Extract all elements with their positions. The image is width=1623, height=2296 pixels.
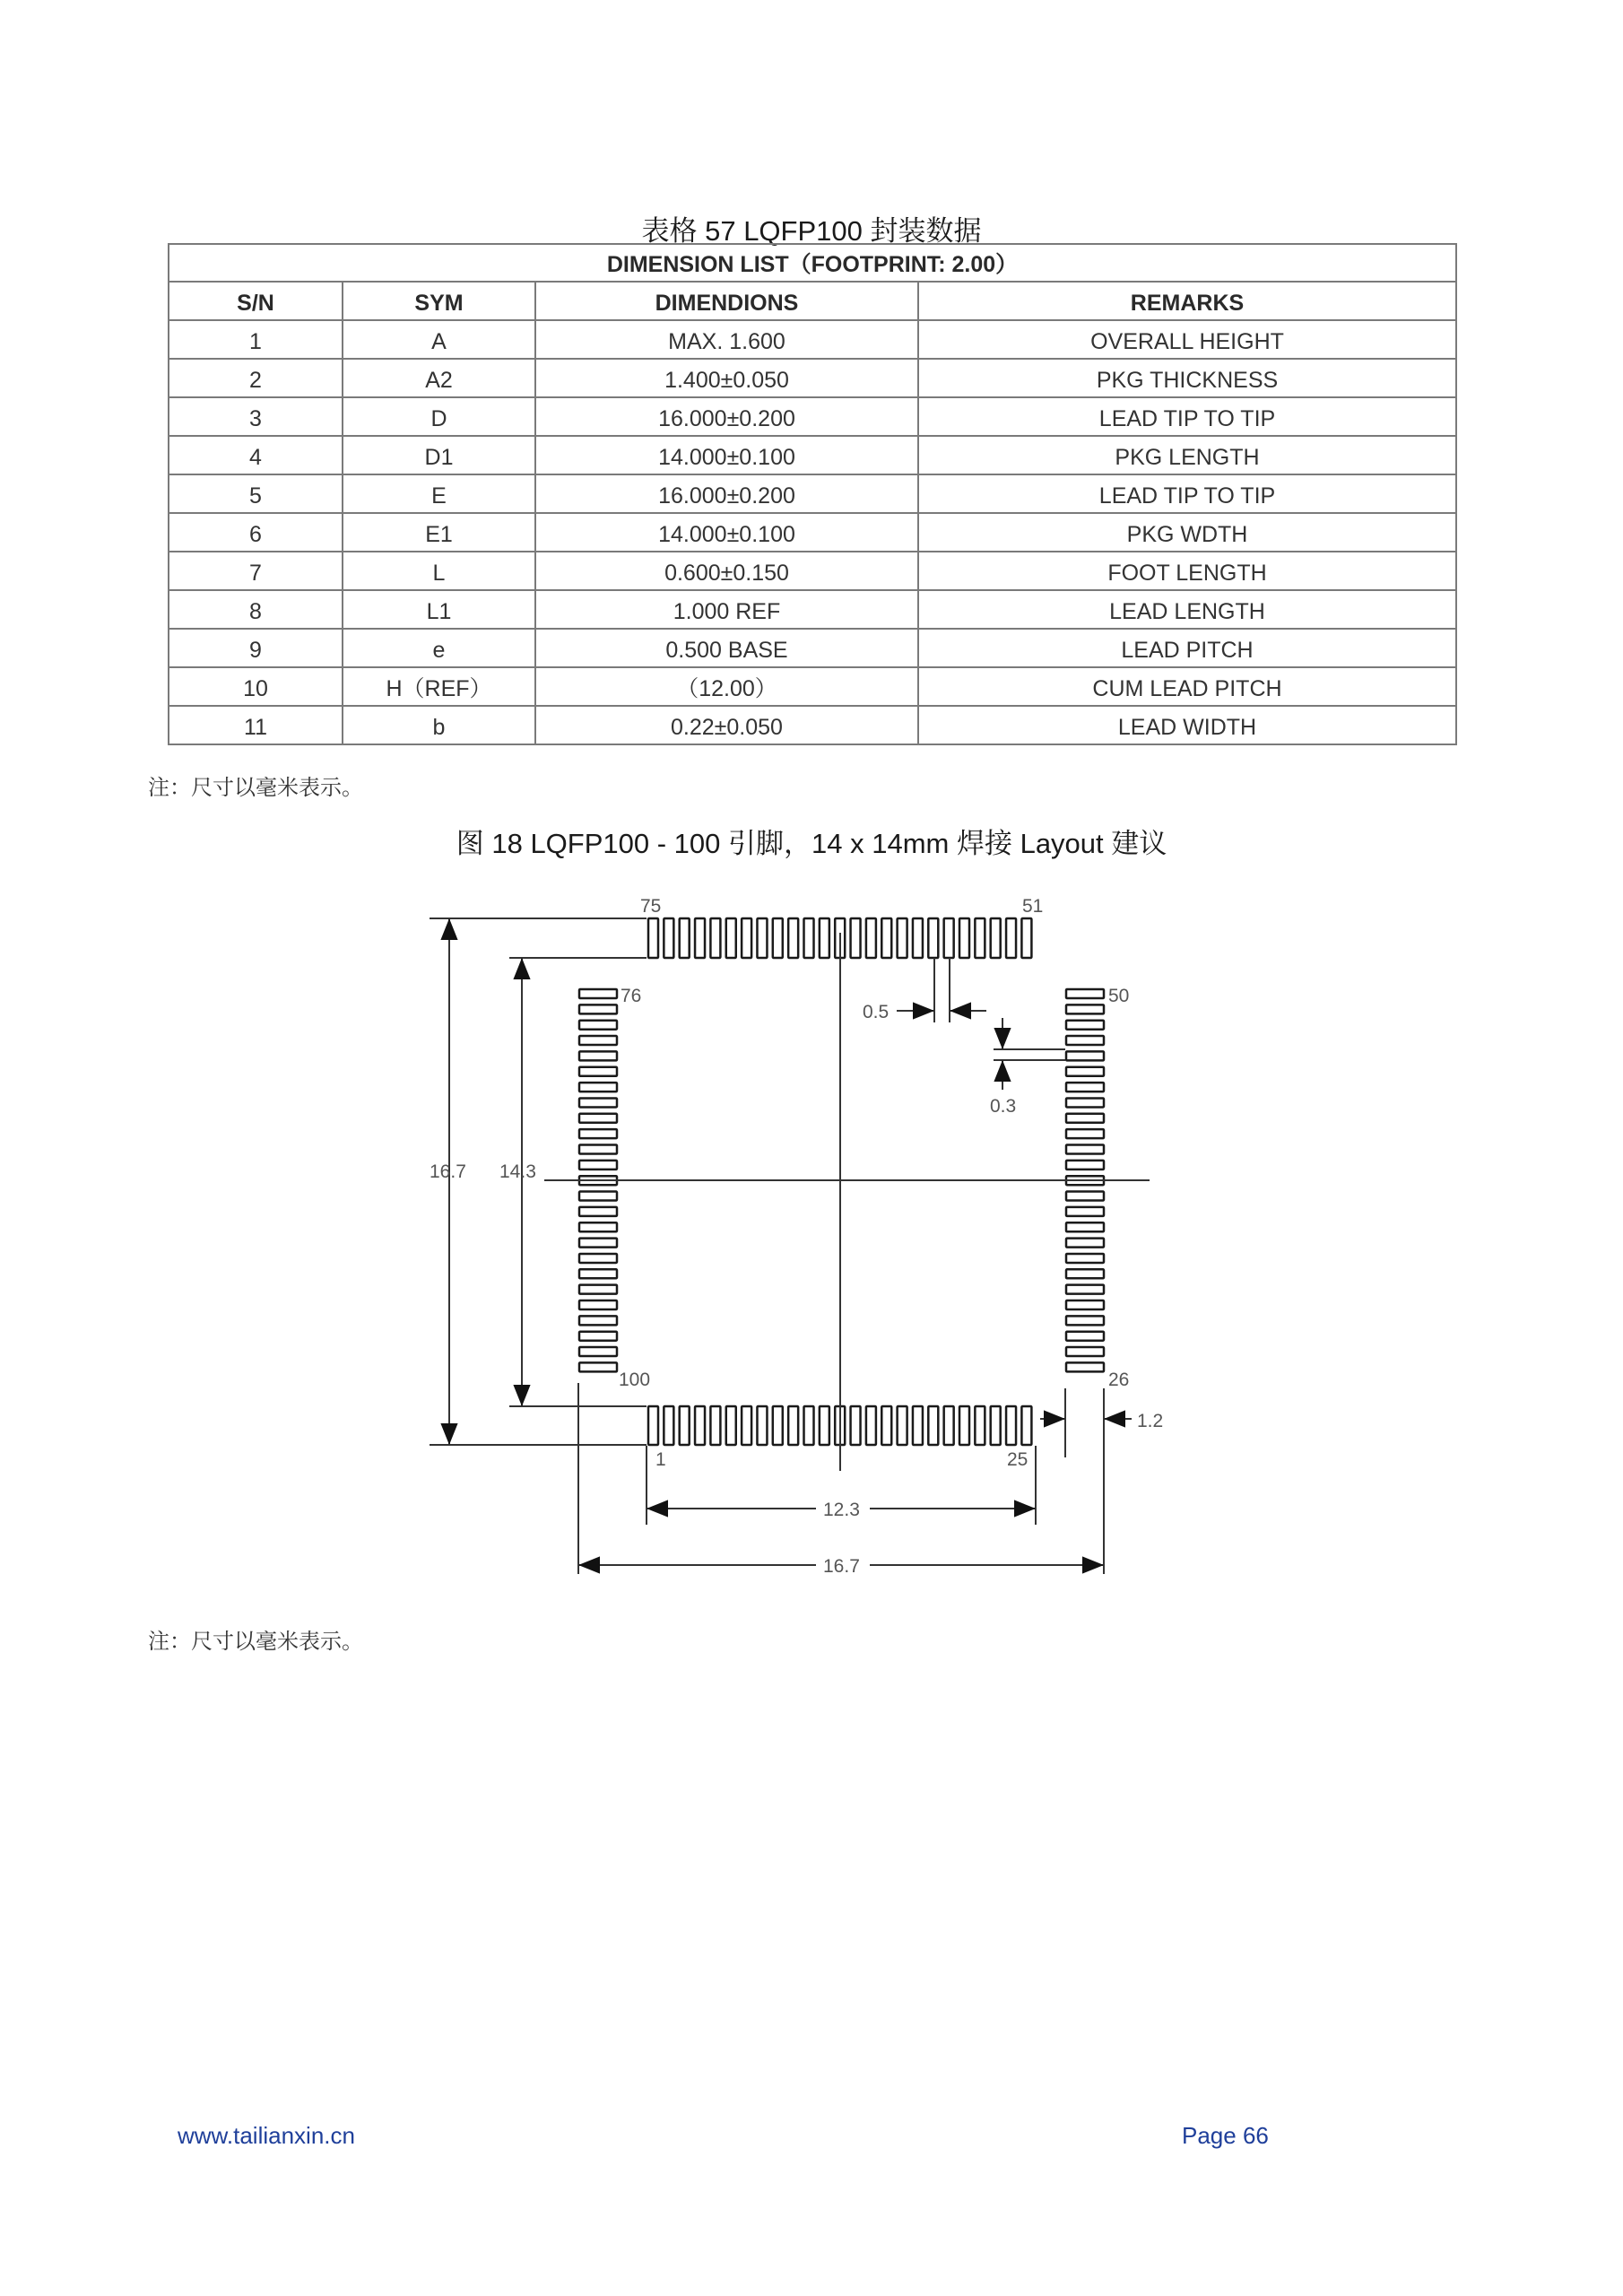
pad-top — [648, 918, 658, 958]
pad-top — [773, 918, 783, 958]
pad-bottom — [804, 1406, 814, 1445]
pad-bottom — [757, 1406, 767, 1445]
outer-width-label: 16.7 — [823, 1556, 860, 1577]
pad-bottom — [664, 1406, 673, 1445]
pad-top — [788, 918, 798, 958]
construction-lines — [430, 918, 1150, 1574]
pad-left — [579, 1098, 617, 1107]
pad-bottom — [898, 1406, 907, 1445]
pad-left — [579, 1051, 617, 1060]
table-cell: A — [343, 320, 535, 359]
table-cell: PKG WDTH — [918, 513, 1456, 552]
table-cell: LEAD LENGTH — [918, 590, 1456, 629]
pad-left — [579, 1332, 617, 1341]
pad-right — [1066, 1192, 1104, 1201]
pad-top — [991, 918, 1001, 958]
table-cell: 5 — [169, 474, 343, 513]
pad-right — [1066, 1114, 1104, 1123]
pad-right — [1066, 1051, 1104, 1060]
pad-bottom — [726, 1406, 736, 1445]
pad-top — [680, 918, 690, 958]
pad-left — [579, 1222, 617, 1231]
pad-top — [742, 918, 751, 958]
pad-left — [579, 1347, 617, 1356]
figure-caption: 图 18 LQFP100 - 100 引脚，14 x 14mm 焊接 Layout 建议 — [456, 828, 1167, 859]
pad-bottom — [1021, 1406, 1031, 1445]
table-note: 注：尺寸以毫米表示。 — [148, 776, 363, 800]
pad-bottom — [959, 1406, 969, 1445]
pad-bottom — [881, 1406, 891, 1445]
table-cell: H（REF） — [343, 667, 535, 706]
table-caption: 表格 57 LQFP100 封装数据 — [641, 215, 982, 247]
pad-bottom — [866, 1406, 876, 1445]
pin-label-100: 100 — [619, 1370, 651, 1390]
pad-right — [1066, 1067, 1104, 1076]
table-cell: LEAD PITCH — [918, 629, 1456, 667]
pin-label-25: 25 — [1007, 1449, 1028, 1470]
pad-bottom — [742, 1406, 751, 1445]
table-cell: D1 — [343, 436, 535, 474]
footer-url-link[interactable]: www.tailianxin.cn — [178, 2122, 355, 2149]
column-header: REMARKS — [918, 282, 1456, 320]
pad-bottom — [788, 1406, 798, 1445]
pad-left — [579, 1362, 617, 1371]
pad-right — [1066, 1129, 1104, 1138]
pad-left — [579, 1067, 617, 1076]
pad-top — [757, 918, 767, 958]
pad-right — [1066, 1239, 1104, 1248]
pad-bottom — [928, 1406, 938, 1445]
pad-group — [579, 918, 1104, 1445]
table-cell: MAX. 1.600 — [535, 320, 918, 359]
pad-left — [579, 1207, 617, 1216]
pad-bottom — [680, 1406, 690, 1445]
pad-right — [1066, 1145, 1104, 1154]
column-header: SYM — [343, 282, 535, 320]
table-cell: 0.22±0.050 — [535, 706, 918, 744]
table-cell: 1.000 REF — [535, 590, 918, 629]
pad-left — [579, 1269, 617, 1278]
pin-label-50: 50 — [1108, 986, 1130, 1006]
table-cell: 1.400±0.050 — [535, 359, 918, 397]
table-cell: 9 — [169, 629, 343, 667]
table-cell: 16.000±0.200 — [535, 474, 918, 513]
pad-top — [695, 918, 705, 958]
table-cell: e — [343, 629, 535, 667]
pad-top — [726, 918, 736, 958]
figure-note: 注：尺寸以毫米表示。 — [148, 1630, 363, 1654]
pad-right — [1066, 1332, 1104, 1341]
pad-left — [579, 989, 617, 998]
pad-right — [1066, 1300, 1104, 1309]
pad-right — [1066, 1347, 1104, 1356]
pad-bottom — [773, 1406, 783, 1445]
pad-bottom — [991, 1406, 1001, 1445]
pad-left — [579, 1004, 617, 1013]
page-number: Page 66 — [1182, 2122, 1269, 2149]
pad-top — [913, 918, 923, 958]
pad-top — [851, 918, 861, 958]
table-cell: 1 — [169, 320, 343, 359]
pin-label-76: 76 — [621, 986, 642, 1006]
table-cell: 10 — [169, 667, 343, 706]
pad-bottom — [975, 1406, 985, 1445]
pin-label-75: 75 — [640, 896, 662, 917]
pad-bottom — [710, 1406, 720, 1445]
pad-top — [898, 918, 907, 958]
pad-top — [664, 918, 673, 958]
table-cell: LEAD WIDTH — [918, 706, 1456, 744]
dimension-labels — [430, 896, 1163, 1577]
table-cell: 11 — [169, 706, 343, 744]
table-cell: 8 — [169, 590, 343, 629]
pad-right — [1066, 1098, 1104, 1107]
pad-right — [1066, 1362, 1104, 1371]
column-header: S/N — [169, 282, 343, 320]
table-cell: （12.00） — [535, 667, 918, 706]
pad-right — [1066, 1004, 1104, 1013]
table-cell: PKG LENGTH — [918, 436, 1456, 474]
pad-right — [1066, 1036, 1104, 1045]
pad-top — [804, 918, 814, 958]
pad-top — [928, 918, 938, 958]
pad-bottom — [1006, 1406, 1016, 1445]
pad-left — [579, 1316, 617, 1325]
table-cell: PKG THICKNESS — [918, 359, 1456, 397]
pad-right — [1066, 1083, 1104, 1091]
pad-left — [579, 1300, 617, 1309]
pad-top — [959, 918, 969, 958]
pad-bottom — [820, 1406, 829, 1445]
table-cell: L — [343, 552, 535, 590]
pad-right — [1066, 1269, 1104, 1278]
table-cell: CUM LEAD PITCH — [918, 667, 1456, 706]
pad-right — [1066, 1316, 1104, 1325]
pad-left — [579, 1254, 617, 1263]
pad-top — [820, 918, 829, 958]
table-cell: LEAD TIP TO TIP — [918, 397, 1456, 436]
pad-top — [881, 918, 891, 958]
pad-right — [1066, 1222, 1104, 1231]
pad-top — [1021, 918, 1031, 958]
table-cell: 14.000±0.100 — [535, 436, 918, 474]
table-cell: LEAD TIP TO TIP — [918, 474, 1456, 513]
table-cell: E — [343, 474, 535, 513]
table-cell: 0.500 BASE — [535, 629, 918, 667]
pad-bottom — [913, 1406, 923, 1445]
pad-top — [975, 918, 985, 958]
pin-label-1: 1 — [655, 1449, 666, 1470]
table-title: DIMENSION LIST（FOOTPRINT: 2.00） — [169, 244, 1456, 282]
table-cell: 4 — [169, 436, 343, 474]
table-cell: 0.600±0.150 — [535, 552, 918, 590]
table-cell: FOOT LENGTH — [918, 552, 1456, 590]
pad-left — [579, 1021, 617, 1030]
table-cell: 7 — [169, 552, 343, 590]
pad-bottom — [695, 1406, 705, 1445]
table-cell: 16.000±0.200 — [535, 397, 918, 436]
pad-left — [579, 1036, 617, 1045]
table-cell: OVERALL HEIGHT — [918, 320, 1456, 359]
pin-label-51: 51 — [1022, 896, 1044, 917]
pad-left — [579, 1161, 617, 1170]
pad-right — [1066, 1021, 1104, 1030]
pad-right — [1066, 1285, 1104, 1294]
table-cell: 6 — [169, 513, 343, 552]
pad-left — [579, 1285, 617, 1294]
table-cell: L1 — [343, 590, 535, 629]
pad-length-label: 1.2 — [1137, 1411, 1164, 1431]
pad-top — [1006, 918, 1016, 958]
pitch-label: 0.5 — [863, 1002, 890, 1022]
table-cell: b — [343, 706, 535, 744]
pad-top — [710, 918, 720, 958]
pad-left — [579, 1129, 617, 1138]
table-cell: 2 — [169, 359, 343, 397]
pad-right — [1066, 1207, 1104, 1216]
pad-right — [1066, 1161, 1104, 1170]
pad-top — [866, 918, 876, 958]
column-header: DIMENDIONS — [535, 282, 918, 320]
table-cell: 3 — [169, 397, 343, 436]
outer-height-label: 16.7 — [430, 1161, 466, 1182]
pad-right — [1066, 989, 1104, 998]
pad-bottom — [944, 1406, 954, 1445]
inner-width-label: 12.3 — [823, 1500, 860, 1520]
table-cell: D — [343, 397, 535, 436]
pad-right — [1066, 1254, 1104, 1263]
pad-left — [579, 1192, 617, 1201]
pad-bottom — [648, 1406, 658, 1445]
pad-bottom — [851, 1406, 861, 1445]
table-cell: E1 — [343, 513, 535, 552]
pad-width-label: 0.3 — [990, 1096, 1017, 1117]
pad-left — [579, 1145, 617, 1154]
pin-label-26: 26 — [1108, 1370, 1130, 1390]
table-cell: A2 — [343, 359, 535, 397]
pad-left — [579, 1083, 617, 1091]
pad-left — [579, 1114, 617, 1123]
inner-height-label: 14.3 — [499, 1161, 536, 1182]
pad-top — [944, 918, 954, 958]
table-cell: 14.000±0.100 — [535, 513, 918, 552]
pad-left — [579, 1239, 617, 1248]
